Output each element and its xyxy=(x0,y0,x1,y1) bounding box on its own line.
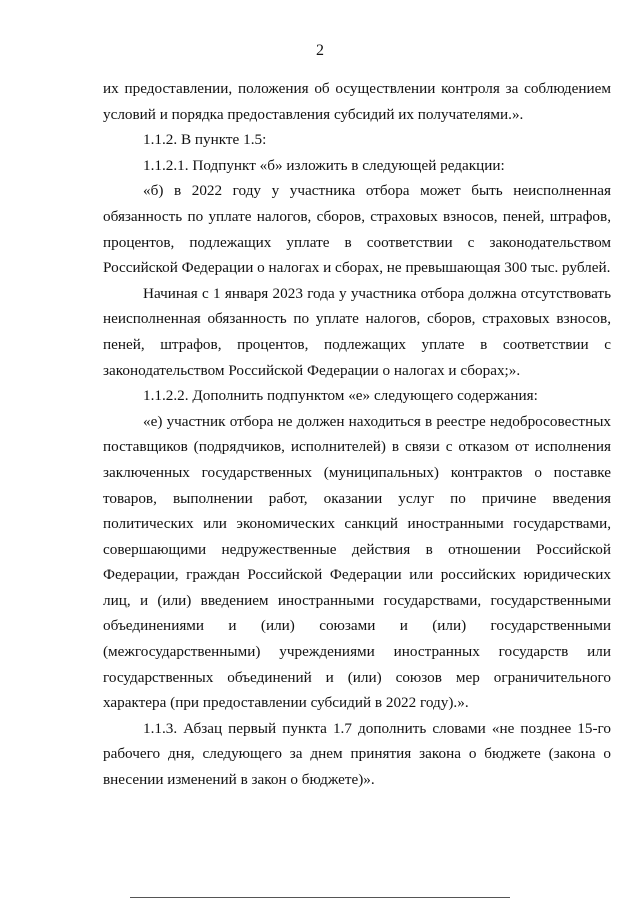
paragraph-1-1-2: 1.1.2. В пункте 1.5: xyxy=(143,131,267,149)
paragraph-1-1-2-1: 1.1.2.1. Подпункт «б» изложить в следующей редакции: xyxy=(143,156,505,174)
bottom-rule xyxy=(130,897,510,898)
paragraph-subitem-b: «б) в 2022 году у участника отбора может быть неисполненная обязанность по уплате налогов, сборов, страховых взносов, пеней, штрафов, процентов, подлежащих уплате в соответствии с законодательством Российской Федерации о налогах и сборах, не превышающая 300 тыс. рублей. xyxy=(103,182,611,277)
document-body xyxy=(103,76,611,793)
paragraph-continuation: их предоставлении, положения об осуществлении контроля за соблюдением условий и порядка предоставления субсидий их получателями.». xyxy=(103,80,611,123)
paragraph-from-2023: Начиная с 1 января 2023 года у участника отбора должна отсутствовать неисполненная обязанность по уплате налогов, сборов, страховых взносов, пеней, штрафов, процентов, подлежащих уплате в соответствии с законодательством Российской Федерации о налогах и сборах;». xyxy=(103,284,611,379)
paragraph-subitem-e: «е) участник отбора не должен находиться в реестре недобросовестных поставщиков (подрядчиков, исполнителей) в связи с отказом от исполнения заключенных государственных (муниципальных) контрактов о поставке товаров, выполнении работ, оказании услуг по причине введения политических или экономических санкций иностранными государствами, совершающими недружественные действия в отношении Российской Федерации, граждан Российской Федерации или российских юридических лиц, и (или) введением иностранными государствами, государственными объединениями и (или) союзами и (или) государственными (межгосударственными) учреждениями иностранных государств или государственных объединений и (или) союзов мер ограничительного характера (при предоставлении субсидий в 2022 году).». xyxy=(103,412,611,712)
paragraph-1-1-2-2: 1.1.2.2. Дополнить подпунктом «е» следующего содержания: xyxy=(143,387,538,405)
page-number: 2 xyxy=(316,42,324,59)
paragraph-1-1-3: 1.1.3. Абзац первый пункта 1.7 дополнить словами «не позднее 15-го рабочего дня, следующего за днем принятия закона о бюджете (закона о внесении изменений в закон о бюджете)». xyxy=(103,719,611,789)
